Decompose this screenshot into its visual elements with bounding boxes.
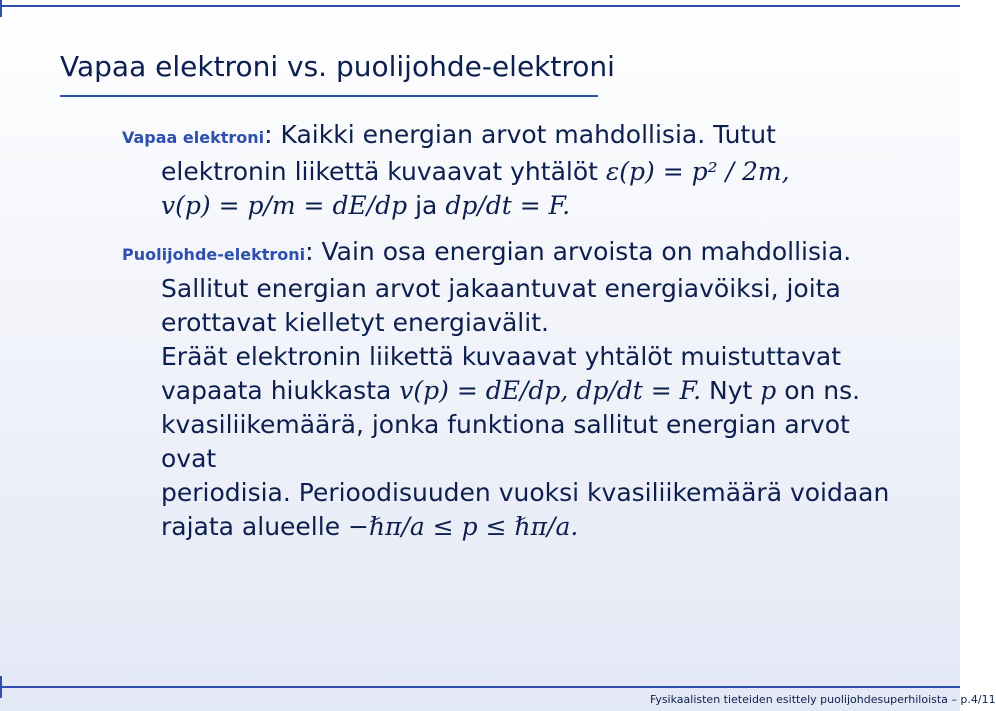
semiconductor-electron-label: Puolijohde-elektroni xyxy=(122,245,306,264)
semiconductor-line-5: kvasiliikemäärä, jonka funktiona sallitut energian arvot ovat xyxy=(161,410,850,473)
title-underline xyxy=(60,95,598,97)
semiconductor-line-1: Sallitut energian arvot jakaantuvat energiavöiksi, joita xyxy=(161,274,841,303)
energy-dispersion-formula: ε(p) = p² / 2m, xyxy=(605,157,790,186)
slide-title: Vapaa elektroni vs. puolijohde-elektroni xyxy=(60,50,615,83)
force-formula: dp/dt = F. xyxy=(445,191,571,220)
top-rule xyxy=(0,5,960,7)
velocity-formula: v(p) = p/m = dE/dp xyxy=(161,191,408,220)
semiconductor-line4-text-c: on ns. xyxy=(776,376,861,405)
bullet-semiconductor-electron xyxy=(122,235,902,544)
semiconductor-line4-text-b: Nyt xyxy=(701,376,761,405)
semiconductor-line-2: erottavat kielletyt energiavälit. xyxy=(161,308,549,337)
quasi-momentum-symbol: p xyxy=(760,376,777,405)
bottom-rule xyxy=(0,686,960,688)
free-electron-label: Vapaa elektroni xyxy=(122,128,265,147)
semiconductor-equations: v(p) = dE/dp, dp/dt = F. xyxy=(399,376,702,405)
brillouin-zone-range: −ℏπ/a ≤ p ≤ ℏπ/a. xyxy=(348,512,579,541)
free-electron-line3-text: ja xyxy=(407,191,446,220)
semiconductor-electron-lead: : Vain osa energian arvoista on mahdollisia. xyxy=(305,237,852,266)
semiconductor-line-3: Eräät elektronin liikettä kuvaavat yhtälöt muistuttavat xyxy=(161,342,841,371)
free-electron-line2-text: elektronin liikettä kuvaavat yhtälöt xyxy=(161,157,606,186)
bullet-free-electron xyxy=(122,118,902,223)
corner-crosshair-bottom-left xyxy=(0,676,12,698)
corner-crosshair-top-left xyxy=(0,0,12,17)
semiconductor-line7-text: rajata alueelle xyxy=(161,512,349,541)
semiconductor-line-6: periodisia. Perioodisuuden vuoksi kvasiliikemäärä voidaan xyxy=(161,478,890,507)
semiconductor-line4-text-a: vapaata hiukkasta xyxy=(161,376,400,405)
slide-footer: Fysikaalisten tieteiden esittely puolijohdesuperhiloista – p.4/11 xyxy=(650,693,996,706)
free-electron-lead: : Kaikki energian arvot mahdollisia. Tutut xyxy=(264,120,776,149)
